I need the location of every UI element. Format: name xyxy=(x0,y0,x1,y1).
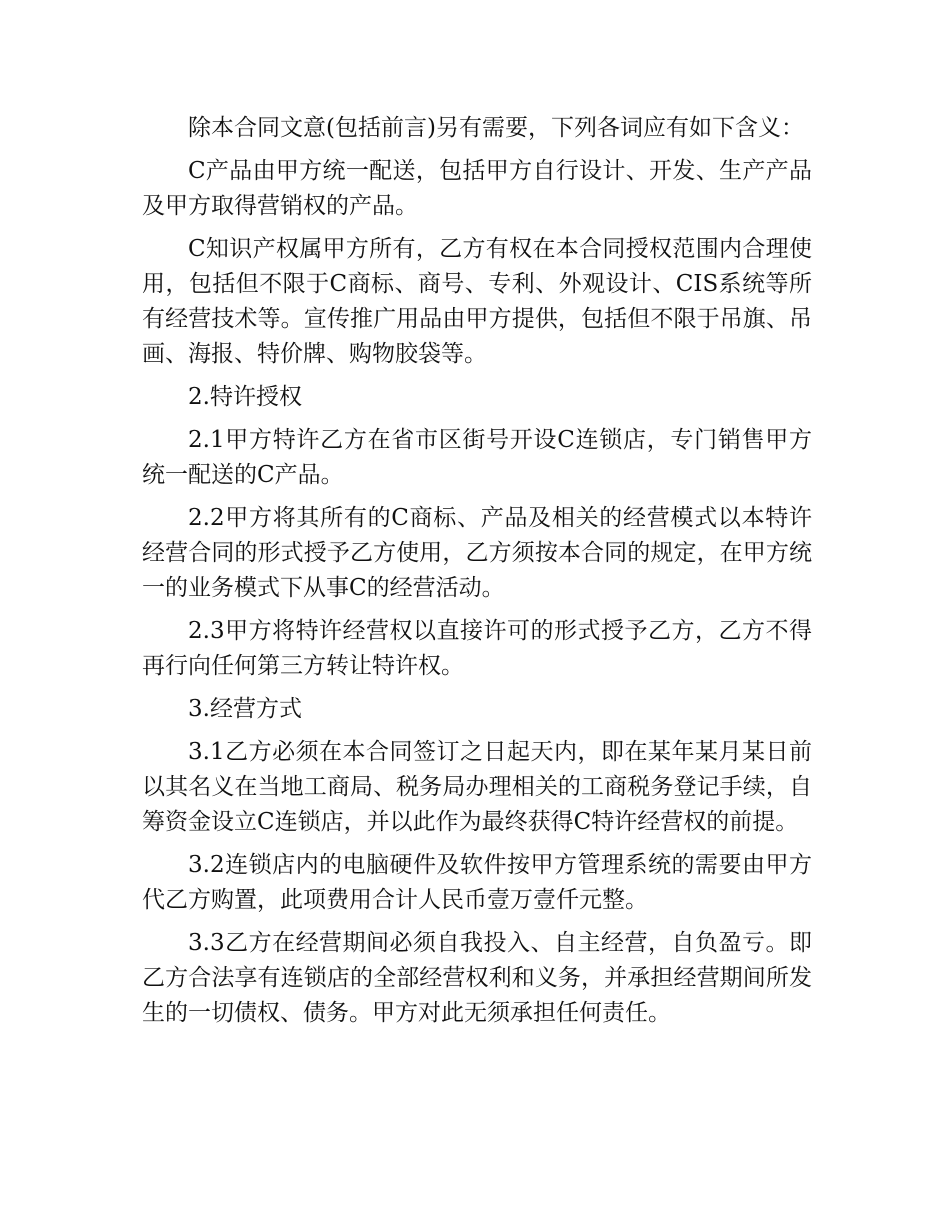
paragraph-c-ip: C知识产权属甲方所有，乙方有权在本合同授权范围内合理使用，包括但不限于C商标、商号、专利、外观设计、CIS系统等所有经营技术等。宣传推广用品由甲方提供，包括但不限于吊旗、吊画、海报、特价牌、购物胶袋等。 xyxy=(142,236,812,367)
paragraph-3-3: 3.3乙方在经营期间必须自我投入、自主经营，自负盈亏。即乙方合法享有连锁店的全部经营权利和义务，并承担经营期间所发生的一切债权、债务。甲方对此无须承担任何责任。 xyxy=(142,930,812,1026)
paragraph-2-3: 2.3甲方将特许经营权以直接许可的形式授予乙方，乙方不得再行向任何第三方转让特许权。 xyxy=(142,618,812,679)
paragraph-3-1: 3.1乙方必须在本合同签订之日起天内，即在某年某月某日前以其名义在当地工商局、税务局办理相关的工商税务登记手续，自筹资金设立C连锁店，并以此作为最终获得C特许经营权的前提。 xyxy=(142,739,812,835)
section-heading-operation-mode: 3.经营方式 xyxy=(188,696,302,722)
paragraph-definitions-intro: 除本合同文意(包括前言)另有需要，下列各词应有如下含义： xyxy=(188,115,804,141)
paragraph-3-2: 3.2连锁店内的电脑硬件及软件按甲方管理系统的需要由甲方代乙方购置，此项费用合计人民币壹万壹仟元整。 xyxy=(142,852,812,913)
document-body xyxy=(142,111,812,1039)
section-heading-franchise-grant: 2.特许授权 xyxy=(188,384,302,410)
paragraph-2-2: 2.2甲方将其所有的C商标、产品及相关的经营模式以本特许经营合同的形式授予乙方使用，乙方须按本合同的规定，在甲方统一的业务模式下从事C的经营活动。 xyxy=(142,505,812,601)
paragraph-2-1: 2.1甲方特许乙方在省市区街号开设C连锁店，专门销售甲方统一配送的C产品。 xyxy=(142,427,812,488)
paragraph-c-products: C产品由甲方统一配送，包括甲方自行设计、开发、生产产品及甲方取得营销权的产品。 xyxy=(142,158,812,219)
